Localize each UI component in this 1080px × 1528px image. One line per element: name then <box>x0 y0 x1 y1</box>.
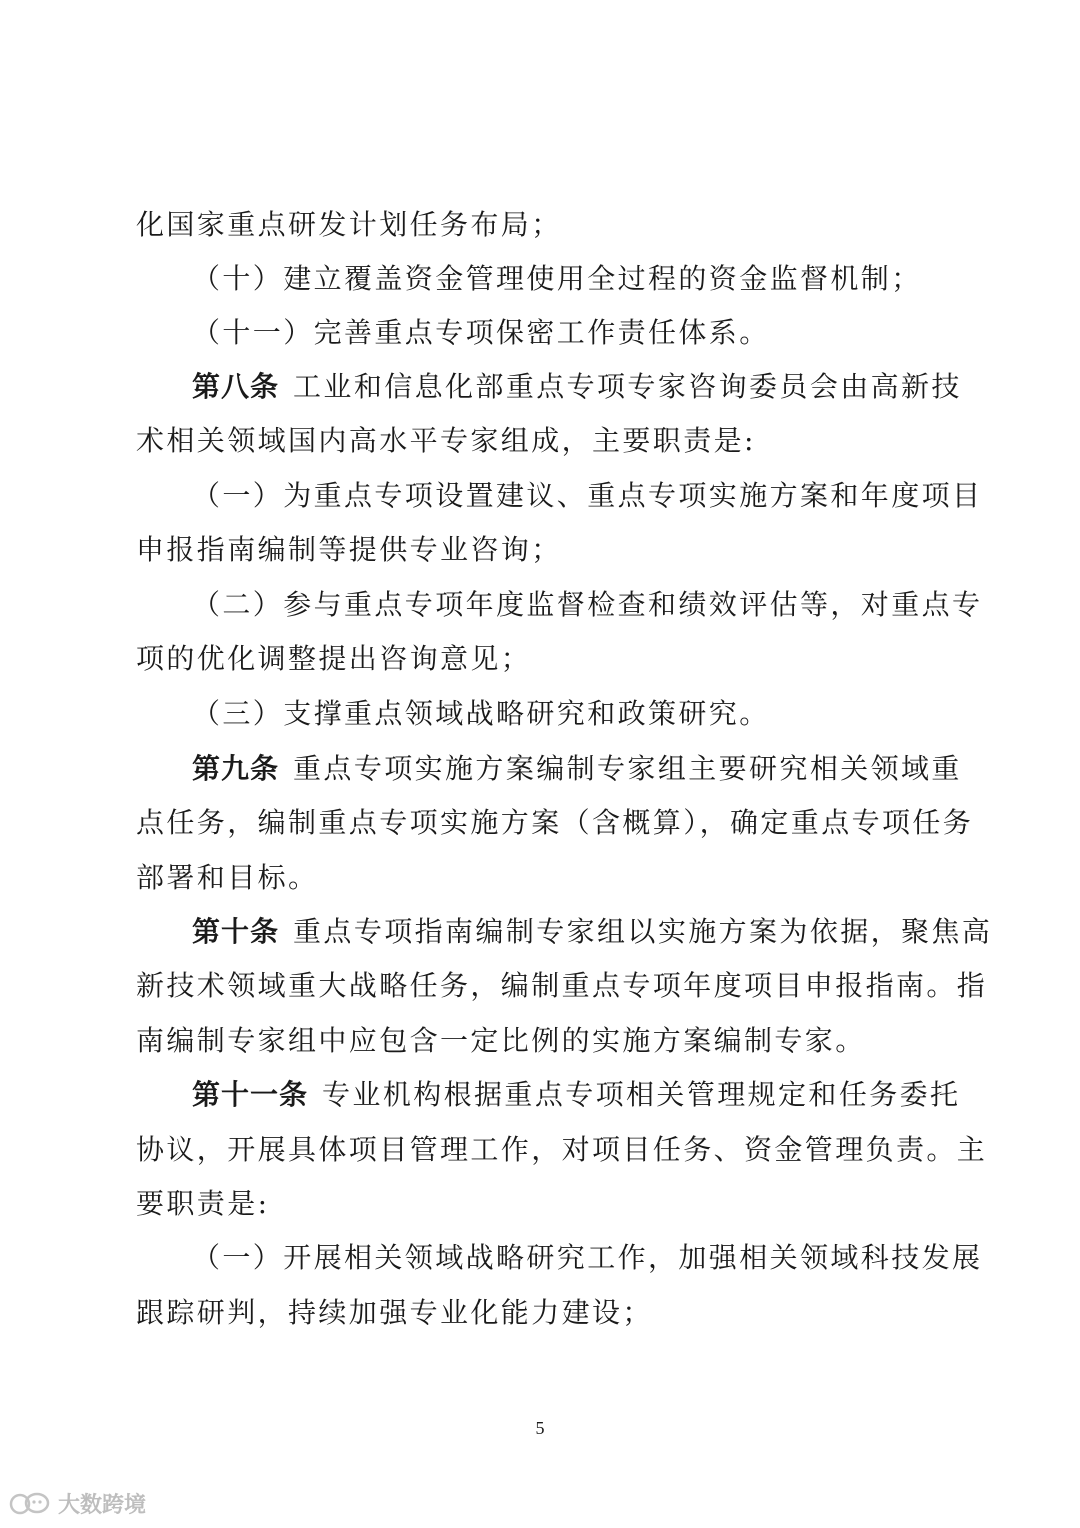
article-9-first-line <box>192 751 962 787</box>
article-8-first-line <box>192 369 962 405</box>
article-10-label: 第十条 <box>192 915 280 948</box>
article-11-first-line <box>192 1077 961 1113</box>
article-10-first-line <box>192 914 993 950</box>
text-line: 化国家重点研发计划任务布局； <box>136 208 562 241</box>
text-line: 点任务，编制重点专项实施方案（含概算），确定重点专项任务 <box>136 806 974 839</box>
article-9-label: 第九条 <box>192 752 280 785</box>
text-line: 跟踪研判，持续加强专业化能力建设； <box>136 1296 653 1329</box>
article-10-text: 重点专项指南编制专家组以实施方案为依据，聚焦高 <box>293 915 993 948</box>
watermark-text: 大数跨境 <box>58 1492 147 1518</box>
text-line: 部署和目标。 <box>136 861 319 894</box>
article-8-text: 工业和信息化部重点专项专家咨询委员会由高新技 <box>293 370 962 403</box>
watermark <box>8 1488 146 1518</box>
text-line: 协议，开展具体项目管理工作，对项目任务、资金管理负责。主 <box>136 1133 988 1166</box>
text-line: 新技术领域重大战略任务，编制重点专项年度项目申报指南。指 <box>136 969 988 1002</box>
list-item-3: （三）支撑重点领域战略研究和政策研究。 <box>192 697 770 730</box>
list-item-11: （十一）完善重点专项保密工作责任体系。 <box>192 316 770 349</box>
text-line: 要职责是: <box>136 1187 270 1220</box>
list-item-10: （十）建立覆盖资金管理使用全过程的资金监督机制； <box>192 262 922 295</box>
brand-logo-icon <box>8 1490 52 1516</box>
text-line: 南编制专家组中应包含一定比例的实施方案编制专家。 <box>136 1024 866 1057</box>
text-line: 术相关领域国内高水平专家组成，主要职责是: <box>136 424 756 457</box>
text-line: 申报指南编制等提供专业咨询； <box>136 533 562 566</box>
list-item-2: （二）参与重点专项年度监督检查和绩效评估等，对重点专 <box>192 588 983 621</box>
list-item-1: （一）开展相关领域战略研究工作，加强相关领域科技发展 <box>192 1241 983 1274</box>
article-11-text: 专业机构根据重点专项相关管理规定和任务委托 <box>322 1078 961 1111</box>
article-9-text: 重点专项实施方案编制专家组主要研究相关领域重 <box>293 752 962 785</box>
list-item-1: （一）为重点专项设置建议、重点专项实施方案和年度项目 <box>192 479 983 512</box>
article-8-label: 第八条 <box>192 370 280 403</box>
article-11-label: 第十一条 <box>192 1078 309 1111</box>
page-number: 5 <box>535 1418 545 1438</box>
text-line: 项的优化调整提出咨询意见； <box>136 642 532 675</box>
